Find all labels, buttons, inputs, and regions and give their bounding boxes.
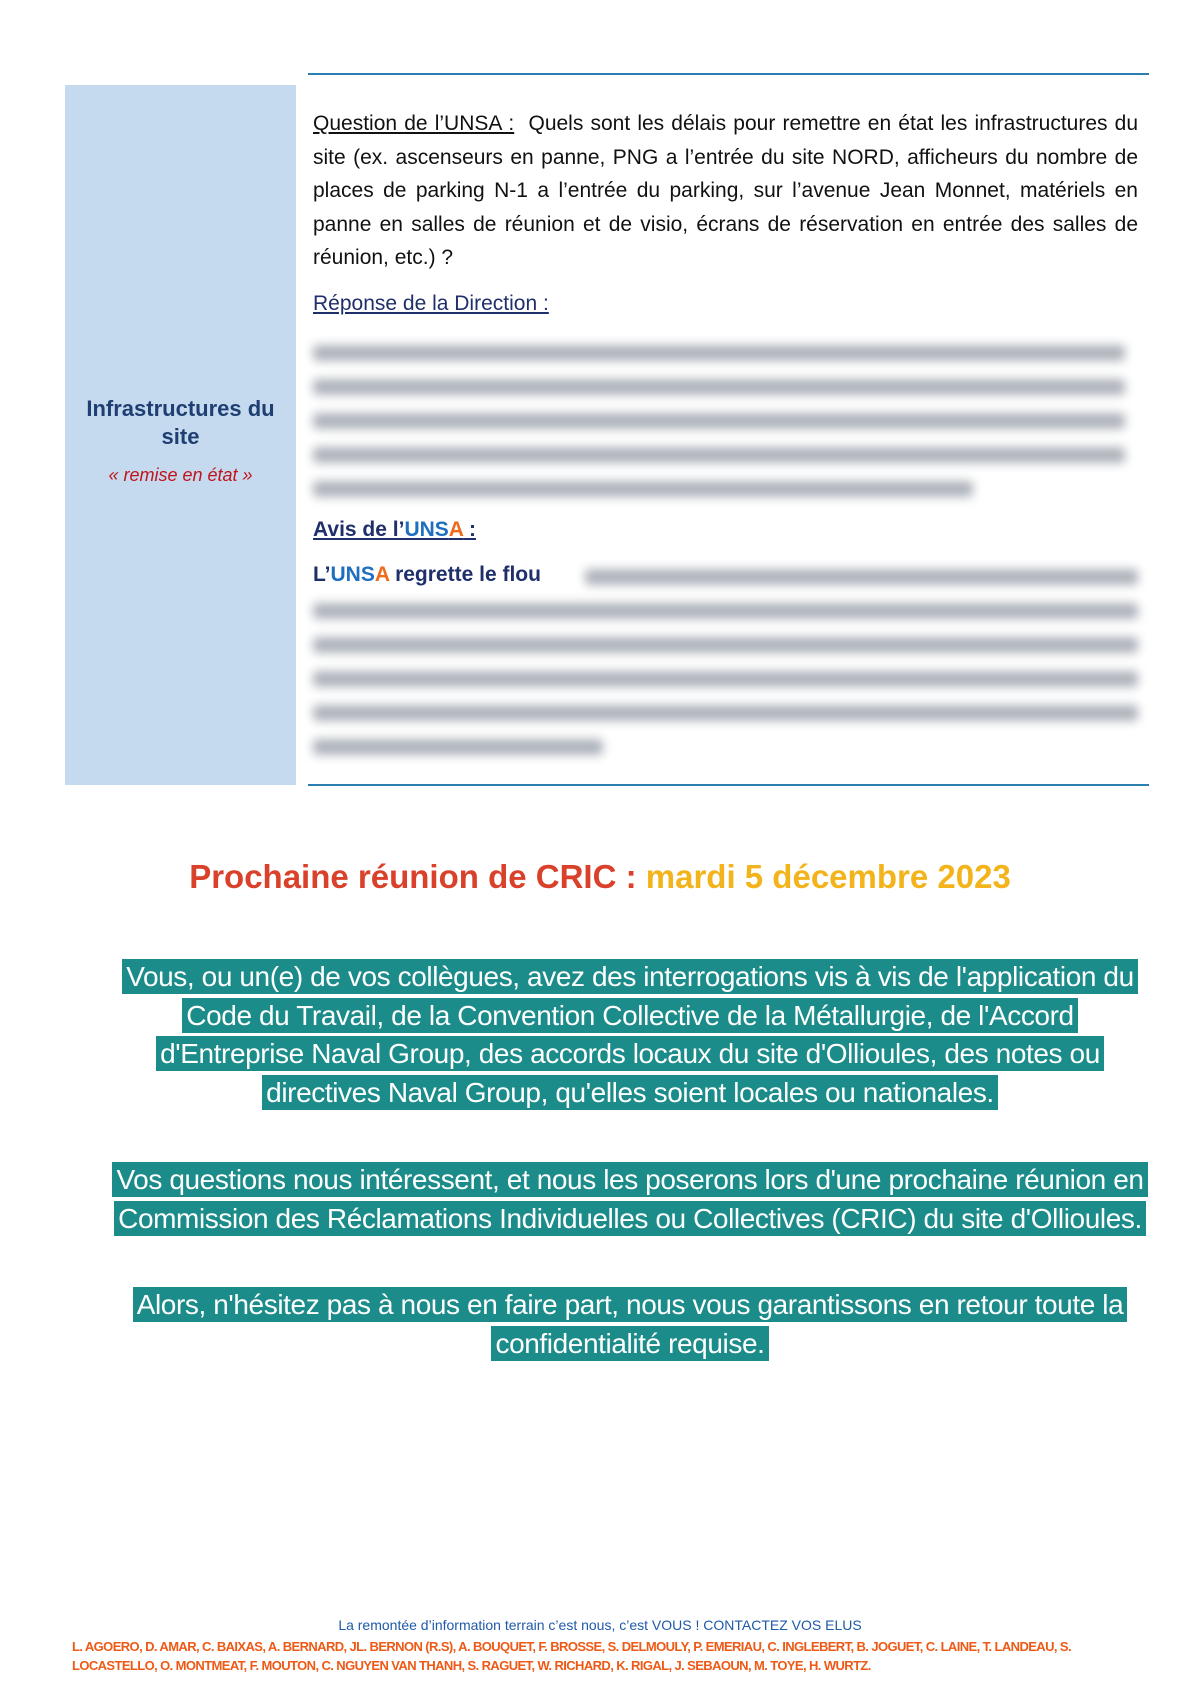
avis-l: L’ <box>313 563 331 586</box>
next-meeting-label: Prochaine réunion de CRIC : <box>189 858 646 895</box>
avis-suffix: : <box>463 518 476 541</box>
section-title: Infrastructures du site <box>86 396 275 449</box>
question-paragraph <box>313 107 1138 275</box>
callout-paragraph-2 <box>110 1161 1150 1238</box>
avis-prefix: Avis de l’ <box>313 518 405 541</box>
next-meeting-date: mardi 5 décembre 2023 <box>645 858 1011 895</box>
unsa-logo-text: UNS <box>404 518 449 541</box>
section-subtitle: « remise en état » <box>108 465 253 485</box>
unsa-text-a: A <box>374 563 390 586</box>
response-label: Réponse de la Direction : <box>313 292 549 315</box>
callout-paragraph-3 <box>110 1286 1150 1363</box>
footer-elected-names: L. AGOERO, D. AMAR, C. BAIXAS, A. BERNARD, JL. BERNON (R.S), A. BOUQUET, F. BROSSE, S. DELMOULY, P. EMERIAU, C. INGLEBERT, B. JOGUET, C. LAINE, T. LANDEAU, S. LOCASTELLO, O. MONTMEAT, F. MOUTON, C. NGUYEN VAN THANH, S. RAGUET, W. RICHARD, K. RIGAL, J. SEBAOUN, M. TOYE, H. WURTZ. <box>72 1639 1071 1673</box>
question-text: Quels sont les délais pour remettre en état les infrastructures du site (ex. ascenseurs en panne, PNG a l’entrée du site NORD, afficheurs du nombre de places de parking N-1 a l’entrée du parking, sur l’avenue Jean Monnet, matériels en panne en salles de réunion et de visio, écrans de réservation en entrée des salles de réunion, etc.) ? <box>313 112 1139 270</box>
bottom-divider <box>308 784 1149 786</box>
footer-tagline: La remontée d’information terrain c’est nous, c’est VOUS ! CONTACTEZ VOS ELUS <box>338 1617 862 1633</box>
top-divider <box>308 73 1149 75</box>
section-sidebar <box>65 85 296 785</box>
next-meeting-title <box>0 858 1200 896</box>
callout-text-2: Vos questions nous intéressent, et nous les poserons lors d'une prochaine réunion en Commission des Réclamations Individuelles ou Collectives (CRIC) du site d'Ollioules. <box>112 1162 1147 1236</box>
avis-heading <box>313 513 1138 547</box>
avis-rest: regrette le flou <box>389 563 541 586</box>
unsa-logo-a: A <box>448 518 464 541</box>
callout-text-1: Vous, ou un(e) de vos collègues, avez des interrogations vis à vis de l'application du Code du Travail, de la Convention Collective de la Métallurgie, de l'Accord d'Entreprise Naval Group, des accords locaux du site d'Ollioules, des notes ou directives Naval Group, qu'elles soient locales ou nationales. <box>122 959 1138 1110</box>
callout-paragraph-1 <box>110 958 1150 1112</box>
callout-text-3: Alors, n'hésitez pas à nous en faire part, nous vous garantissons en retour toute la confidentialité requise. <box>133 1287 1128 1361</box>
question-label: Question de l’UNSA : <box>313 112 515 135</box>
unsa-text: UNS <box>330 563 375 586</box>
